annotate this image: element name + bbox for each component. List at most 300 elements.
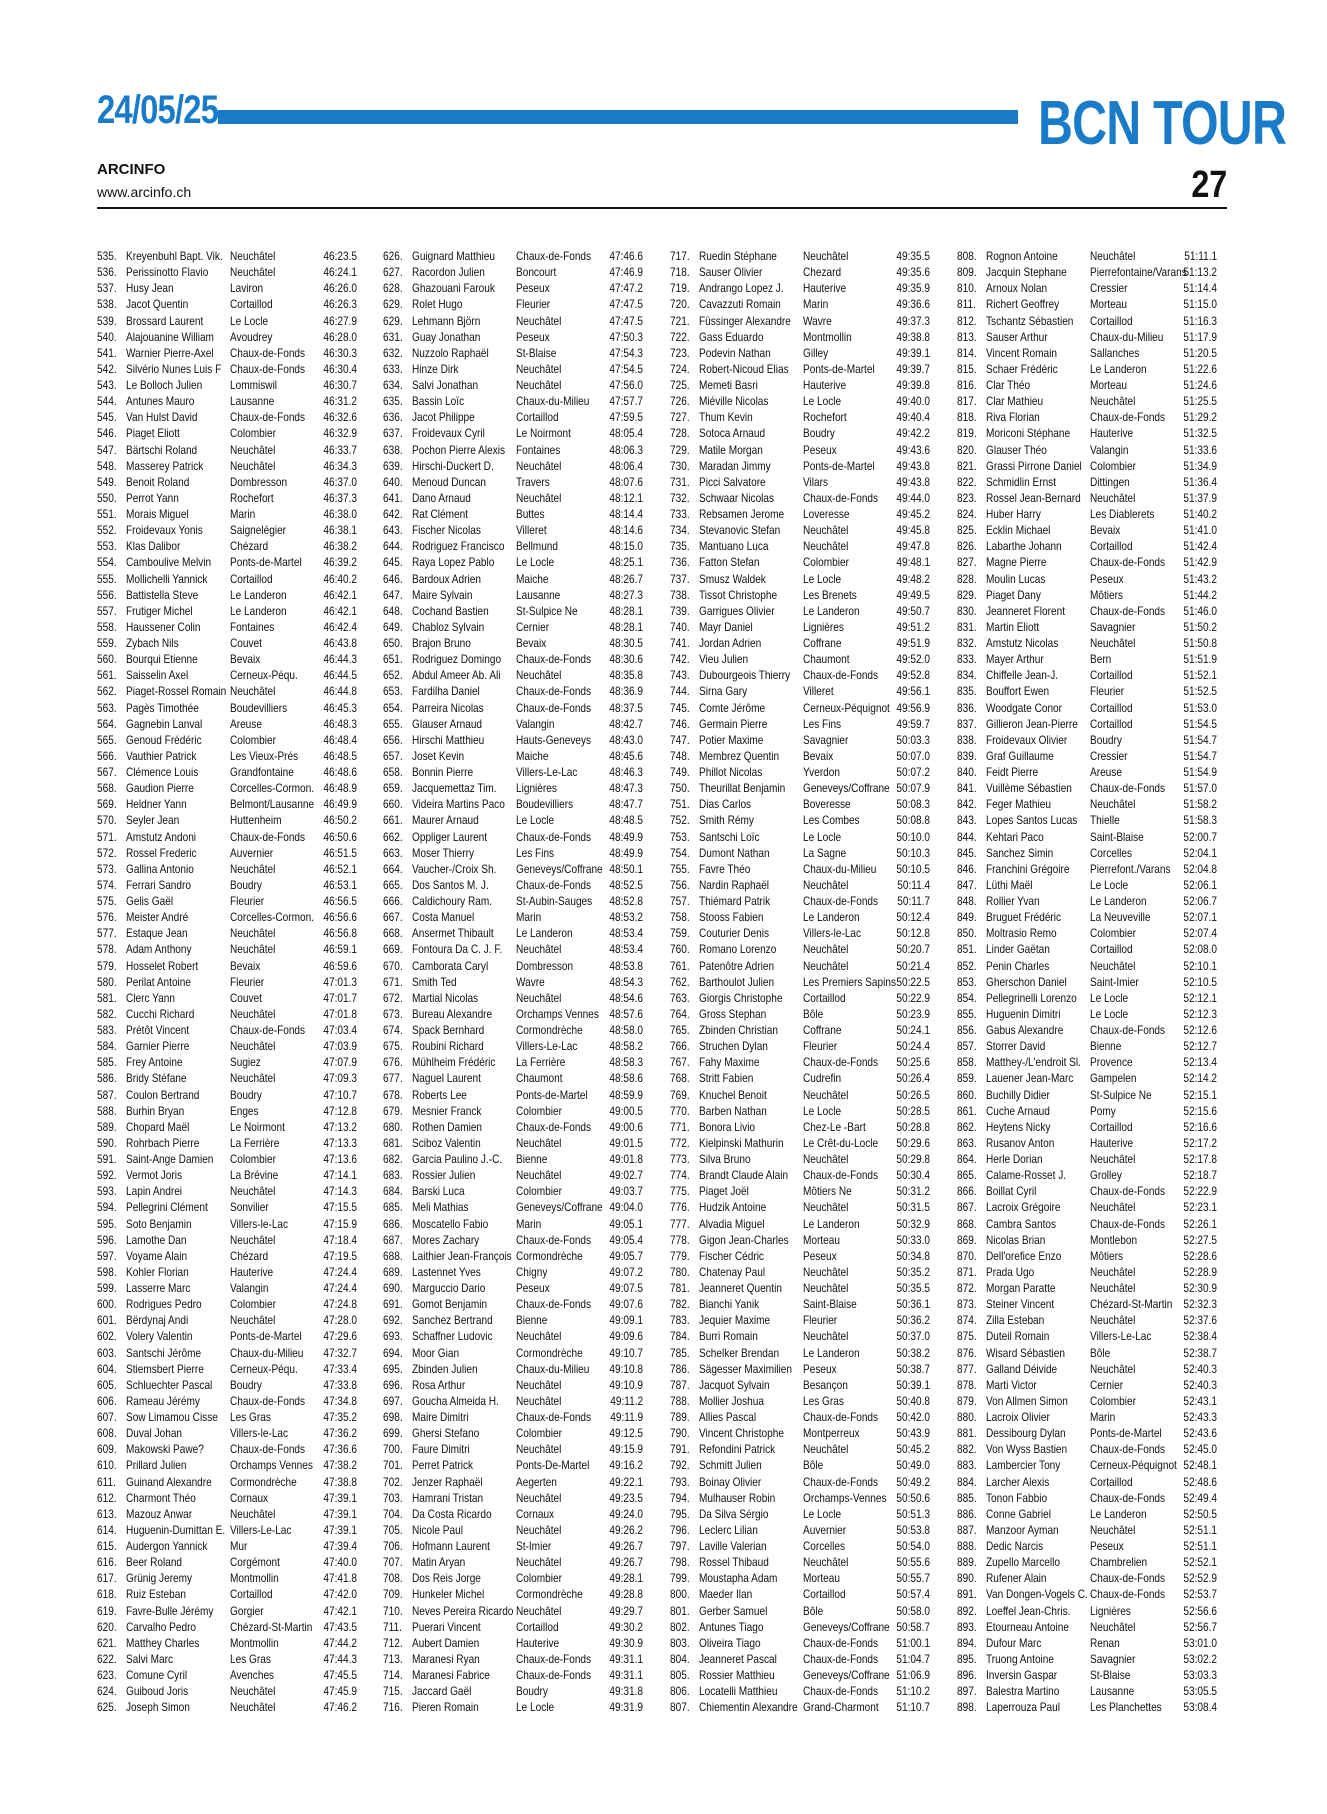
result-time-text: 51:17.9 bbox=[1183, 329, 1217, 344]
result-name bbox=[986, 1199, 1075, 1215]
result-locality-text: Le Landeron bbox=[803, 910, 860, 925]
result-time bbox=[1177, 635, 1217, 651]
result-row bbox=[670, 667, 930, 683]
result-time bbox=[317, 313, 357, 329]
result-rank bbox=[957, 1119, 980, 1135]
result-locality-text: Ponts-de-Martel bbox=[230, 555, 302, 570]
result-name bbox=[986, 603, 1080, 619]
result-rank bbox=[670, 1135, 693, 1151]
result-name-text: Kehtari Paco bbox=[986, 829, 1044, 844]
result-name bbox=[699, 732, 776, 748]
result-name bbox=[699, 1248, 776, 1264]
result-name bbox=[126, 1006, 207, 1022]
result-time-text: 48:42.7 bbox=[609, 716, 643, 731]
result-time-text: 46:45.3 bbox=[323, 700, 357, 715]
result-locality bbox=[803, 1054, 892, 1070]
result-locality bbox=[230, 812, 291, 828]
result-rank-text: 602. bbox=[97, 1329, 117, 1344]
result-rank bbox=[97, 1409, 120, 1425]
result-rank-text: 623. bbox=[97, 1668, 117, 1682]
result-name bbox=[986, 780, 1088, 796]
result-locality bbox=[1090, 442, 1136, 458]
result-name-text: Rameau Jérémy bbox=[126, 1393, 200, 1408]
result-name-text: Cavazzuti Romain bbox=[699, 297, 781, 312]
result-time-text: 50:22.9 bbox=[896, 990, 930, 1005]
result-time bbox=[1177, 554, 1217, 570]
result-time-text: 51:50.2 bbox=[1183, 619, 1217, 634]
result-name bbox=[412, 941, 519, 957]
result-name bbox=[412, 603, 503, 619]
result-locality-text: Hauterive bbox=[516, 1635, 560, 1650]
result-name-text: Schluechter Pascal bbox=[126, 1377, 213, 1392]
result-rank bbox=[957, 329, 980, 345]
result-locality-text: Provence bbox=[1090, 1055, 1133, 1070]
result-time-text: 49:07.2 bbox=[609, 1264, 643, 1279]
result-time bbox=[1177, 1280, 1217, 1296]
result-time bbox=[604, 1393, 643, 1409]
result-locality bbox=[516, 619, 555, 635]
result-time bbox=[603, 329, 643, 345]
result-time-text: 48:07.6 bbox=[609, 474, 643, 489]
result-name-text: Kielpinski Mathurin bbox=[699, 1135, 784, 1150]
result-locality bbox=[230, 1651, 279, 1667]
result-rank-text: 651. bbox=[383, 652, 403, 667]
result-time bbox=[603, 1103, 643, 1119]
result-name-text: Mühlheim Frédéric bbox=[412, 1055, 496, 1070]
result-time-text: 48:43.0 bbox=[609, 732, 643, 747]
result-row bbox=[670, 716, 930, 732]
result-locality-text: Neuchâtel bbox=[803, 1264, 849, 1279]
result-name-text: Clar Mathieu bbox=[986, 394, 1044, 409]
result-rank bbox=[383, 571, 406, 587]
result-locality-text: Hauterive bbox=[1090, 426, 1134, 441]
result-rank bbox=[957, 1022, 980, 1038]
result-name-text: Potier Maxime bbox=[699, 732, 764, 747]
result-time-text: 52:27.5 bbox=[1183, 1232, 1217, 1247]
result-locality-text: Le Noirmont bbox=[230, 1119, 285, 1134]
result-locality-text: Morteau bbox=[803, 1571, 840, 1586]
result-locality-text: Bern bbox=[1090, 652, 1112, 667]
result-rank-text: 861. bbox=[957, 1103, 977, 1118]
result-name bbox=[986, 1457, 1075, 1473]
result-time-text: 49:24.0 bbox=[609, 1506, 643, 1521]
result-time-text: 49:44.0 bbox=[896, 490, 930, 505]
result-locality bbox=[516, 1361, 603, 1377]
result-rank bbox=[383, 764, 406, 780]
result-time-text: 50:23.9 bbox=[896, 1006, 930, 1021]
result-time bbox=[603, 1232, 643, 1248]
result-name bbox=[412, 861, 512, 877]
result-rank-text: 707. bbox=[383, 1555, 403, 1570]
result-row bbox=[957, 1135, 1217, 1151]
result-row bbox=[383, 651, 643, 667]
result-rank-text: 705. bbox=[383, 1522, 403, 1537]
header-accent-bar bbox=[218, 110, 1018, 124]
result-name bbox=[126, 732, 216, 748]
result-row bbox=[957, 1103, 1217, 1119]
result-rank bbox=[383, 845, 406, 861]
result-time bbox=[317, 329, 357, 345]
result-rank bbox=[670, 1651, 693, 1667]
result-row bbox=[670, 1248, 930, 1264]
result-name bbox=[126, 1651, 182, 1667]
result-locality-text: Cortaillod bbox=[230, 297, 273, 312]
result-time bbox=[1177, 329, 1217, 345]
result-locality-text: Cormondrèche bbox=[516, 1248, 583, 1263]
result-time bbox=[890, 861, 930, 877]
result-time bbox=[603, 1248, 643, 1264]
result-time bbox=[317, 264, 357, 280]
result-row bbox=[97, 345, 357, 361]
result-row bbox=[670, 1651, 930, 1667]
result-time bbox=[890, 506, 930, 522]
result-name bbox=[126, 1377, 229, 1393]
result-time-text: 51:33.6 bbox=[1183, 442, 1217, 457]
result-name bbox=[412, 296, 472, 312]
result-locality-text: Geneveys/Coffrane bbox=[803, 1668, 890, 1682]
result-name-text: Prada Ugo bbox=[986, 1264, 1035, 1279]
result-locality-text: Cormondrèche bbox=[230, 1474, 297, 1489]
result-rank bbox=[670, 1022, 693, 1038]
result-locality bbox=[803, 861, 890, 877]
result-time-text: 47:54.5 bbox=[609, 361, 643, 376]
result-time bbox=[603, 845, 643, 861]
result-time-text: 48:58.2 bbox=[609, 1039, 643, 1054]
result-time-text: 50:45.2 bbox=[896, 1442, 930, 1457]
result-locality bbox=[516, 909, 546, 925]
result-rank bbox=[97, 1441, 120, 1457]
result-row bbox=[383, 1038, 643, 1054]
result-rank bbox=[957, 974, 980, 990]
result-time-text: 49:04.0 bbox=[609, 1200, 643, 1215]
result-rank-text: 837. bbox=[957, 716, 977, 731]
result-locality bbox=[1090, 1538, 1130, 1554]
result-time bbox=[890, 1361, 930, 1377]
result-locality-text: Wavre bbox=[803, 313, 832, 328]
result-rank-text: 559. bbox=[97, 636, 117, 650]
result-rank bbox=[97, 296, 120, 312]
result-rank bbox=[957, 796, 980, 812]
result-locality bbox=[230, 974, 271, 990]
result-name-text: Franchini Grégoire bbox=[986, 861, 1070, 876]
result-time bbox=[1177, 1667, 1217, 1683]
result-name bbox=[412, 925, 509, 941]
result-rank bbox=[957, 990, 980, 1006]
result-rank-text: 648. bbox=[383, 603, 403, 618]
result-time bbox=[603, 1151, 643, 1167]
result-time-text: 49:00.6 bbox=[609, 1119, 643, 1134]
result-name-text: Vermot Joris bbox=[126, 1168, 183, 1183]
result-locality-text: Coffrane bbox=[803, 636, 842, 650]
result-time-text: 49:35.6 bbox=[896, 265, 930, 280]
result-name-text: Soto Benjamin bbox=[126, 1216, 192, 1231]
result-rank bbox=[957, 1135, 980, 1151]
result-name bbox=[699, 1457, 774, 1473]
result-name-text: Mesnier Franck bbox=[412, 1103, 482, 1118]
result-locality bbox=[230, 1183, 284, 1199]
result-row bbox=[670, 1328, 930, 1344]
result-name-text: Vieu Julien bbox=[699, 652, 749, 667]
result-name bbox=[986, 1006, 1075, 1022]
result-name-text: Dessibourg Dylan bbox=[986, 1426, 1066, 1441]
result-time bbox=[1177, 1361, 1217, 1377]
result-rank-text: 535. bbox=[97, 249, 117, 263]
result-locality-text: Fleurier bbox=[230, 974, 265, 989]
result-locality-text: Cortaillod bbox=[516, 1619, 559, 1634]
result-rank-text: 641. bbox=[383, 490, 403, 505]
result-rank bbox=[670, 990, 693, 1006]
result-name bbox=[986, 1264, 1043, 1280]
result-time bbox=[603, 458, 643, 474]
result-locality bbox=[1090, 651, 1115, 667]
result-rank-text: 765. bbox=[670, 1023, 690, 1037]
result-rank bbox=[670, 700, 693, 716]
result-time-text: 52:04.8 bbox=[1183, 861, 1217, 876]
result-rank bbox=[670, 393, 693, 409]
result-rank-text: 567. bbox=[97, 765, 117, 779]
result-rank bbox=[957, 361, 980, 377]
result-name bbox=[986, 409, 1050, 425]
result-row bbox=[957, 1619, 1217, 1635]
result-row bbox=[97, 1474, 357, 1490]
result-locality bbox=[230, 667, 311, 683]
result-rank-text: 616. bbox=[97, 1555, 117, 1570]
result-locality bbox=[230, 1216, 299, 1232]
result-time-text: 46:30.4 bbox=[323, 361, 357, 376]
result-locality-text: Neuchâtel bbox=[1090, 797, 1136, 812]
result-time bbox=[603, 442, 643, 458]
result-time bbox=[890, 619, 930, 635]
result-time bbox=[603, 974, 643, 990]
result-time bbox=[1177, 1345, 1217, 1361]
result-time bbox=[603, 1183, 643, 1199]
result-rank bbox=[383, 829, 406, 845]
result-rank-text: 723. bbox=[670, 345, 690, 360]
result-rank-text: 617. bbox=[97, 1571, 117, 1586]
result-rank-text: 772. bbox=[670, 1135, 690, 1150]
result-rank bbox=[383, 1409, 406, 1425]
result-locality bbox=[1090, 1135, 1141, 1151]
result-row bbox=[670, 425, 930, 441]
result-locality-text: Colombier bbox=[1090, 926, 1136, 941]
result-locality bbox=[230, 1038, 284, 1054]
result-locality-text: Cortaillod bbox=[1090, 700, 1133, 715]
result-row bbox=[670, 1667, 930, 1683]
result-name bbox=[699, 893, 784, 909]
result-locality bbox=[230, 829, 319, 845]
result-row bbox=[383, 1441, 643, 1457]
result-name-text: Hinze Dirk bbox=[412, 361, 459, 376]
result-time-text: 49:39.1 bbox=[896, 345, 930, 360]
result-time bbox=[890, 264, 930, 280]
result-row bbox=[957, 845, 1217, 861]
result-time bbox=[890, 1683, 930, 1699]
result-locality bbox=[230, 1345, 317, 1361]
result-name bbox=[412, 1312, 508, 1328]
result-row bbox=[97, 1570, 357, 1586]
result-locality bbox=[516, 1151, 553, 1167]
result-row bbox=[383, 1538, 643, 1554]
result-locality-text: Valangin bbox=[1090, 442, 1129, 457]
result-row bbox=[670, 683, 930, 699]
result-rank bbox=[97, 1393, 120, 1409]
result-row bbox=[957, 1393, 1217, 1409]
result-name bbox=[699, 1070, 764, 1086]
result-name bbox=[986, 1345, 1080, 1361]
result-row bbox=[670, 393, 930, 409]
result-locality-text: Laviron bbox=[230, 281, 264, 296]
result-rank-text: 858. bbox=[957, 1055, 977, 1070]
result-row bbox=[670, 1135, 930, 1151]
result-time-text: 52:48.1 bbox=[1183, 1458, 1217, 1473]
result-time bbox=[603, 1538, 643, 1554]
result-rank-text: 890. bbox=[957, 1571, 977, 1586]
result-time bbox=[890, 1232, 930, 1248]
result-rank-text: 749. bbox=[670, 765, 690, 779]
result-name-text: Maradan Jimmy bbox=[699, 458, 771, 473]
result-rank bbox=[97, 1425, 120, 1441]
result-rank bbox=[670, 1393, 693, 1409]
result-locality-text: Grand-Charmont bbox=[803, 1700, 879, 1715]
result-rank bbox=[383, 1490, 406, 1506]
result-time-text: 47:28.0 bbox=[323, 1313, 357, 1328]
result-locality bbox=[516, 1457, 603, 1473]
result-row bbox=[97, 829, 357, 845]
result-rank-text: 801. bbox=[670, 1603, 690, 1618]
result-name bbox=[986, 1183, 1046, 1199]
result-rank-text: 744. bbox=[670, 684, 690, 699]
result-locality bbox=[516, 877, 605, 893]
result-name-text: Silvério Nunes Luis F bbox=[126, 361, 222, 376]
result-time-text: 47:03.4 bbox=[323, 1023, 357, 1037]
result-name-text: Rossier Matthieu bbox=[699, 1668, 775, 1682]
result-locality-text: Corcelles-Cormon. bbox=[230, 781, 315, 796]
result-rank bbox=[957, 522, 980, 538]
result-locality-text: Boudevilliers bbox=[516, 797, 574, 812]
result-row bbox=[957, 1167, 1217, 1183]
result-locality-text: Chézard-St-Martin bbox=[230, 1619, 313, 1634]
result-row bbox=[957, 571, 1217, 587]
result-rank-text: 854. bbox=[957, 990, 977, 1005]
result-rank bbox=[97, 329, 120, 345]
result-time bbox=[317, 442, 357, 458]
result-rank-text: 851. bbox=[957, 942, 977, 957]
result-rank bbox=[97, 732, 120, 748]
result-rank bbox=[383, 1022, 406, 1038]
result-name bbox=[699, 1312, 784, 1328]
result-name-text: Richert Geoffrey bbox=[986, 297, 1060, 312]
result-locality-text: Boudry bbox=[803, 426, 835, 441]
result-locality bbox=[1090, 700, 1141, 716]
result-name-text: Hirschi Matthieu bbox=[412, 732, 485, 747]
result-time-text: 47:32.7 bbox=[323, 1345, 357, 1360]
result-rank bbox=[383, 1619, 405, 1635]
result-name bbox=[699, 458, 784, 474]
publication-url[interactable]: www.arcinfo.ch bbox=[97, 184, 192, 200]
result-row bbox=[670, 409, 930, 425]
result-locality bbox=[803, 329, 861, 345]
result-locality bbox=[803, 248, 857, 264]
result-rank-text: 678. bbox=[383, 1087, 403, 1102]
result-time-text: 48:14.4 bbox=[609, 507, 643, 521]
result-rank-text: 800. bbox=[670, 1587, 690, 1602]
result-time bbox=[317, 974, 357, 990]
result-row bbox=[957, 716, 1217, 732]
result-locality bbox=[516, 748, 555, 764]
result-locality bbox=[230, 409, 319, 425]
result-rank-text: 835. bbox=[957, 684, 977, 699]
result-rank bbox=[957, 764, 980, 780]
result-locality-text: Chaux-de-Fonds bbox=[803, 894, 879, 908]
result-rank-text: 727. bbox=[670, 410, 690, 425]
result-locality bbox=[803, 280, 854, 296]
result-locality bbox=[803, 683, 839, 699]
result-locality bbox=[1090, 1054, 1141, 1070]
result-time-text: 52:48.6 bbox=[1183, 1474, 1217, 1489]
result-row bbox=[97, 1328, 357, 1344]
result-row bbox=[383, 1522, 643, 1538]
result-locality bbox=[1090, 1087, 1163, 1103]
result-rank-text: 757. bbox=[670, 894, 690, 908]
result-locality-text: Savagnier bbox=[1090, 619, 1136, 634]
result-name-text: Picci Salvatore bbox=[699, 474, 766, 489]
result-time bbox=[1177, 1216, 1217, 1232]
result-locality-text: Fleurier bbox=[803, 1039, 838, 1054]
result-name bbox=[699, 1135, 800, 1151]
result-rank bbox=[670, 1183, 693, 1199]
result-time-text: 50:33.0 bbox=[896, 1232, 930, 1247]
result-row bbox=[670, 974, 930, 990]
result-locality bbox=[230, 442, 284, 458]
result-locality bbox=[516, 1006, 615, 1022]
result-rank bbox=[97, 941, 120, 957]
result-locality-text: Les Brenets bbox=[803, 587, 857, 602]
result-name-text: Comune Cyril bbox=[126, 1668, 188, 1682]
result-rank bbox=[97, 393, 120, 409]
result-rank-text: 624. bbox=[97, 1684, 117, 1699]
result-rank bbox=[97, 1312, 120, 1328]
result-rank bbox=[957, 1441, 980, 1457]
result-locality-text: Wavre bbox=[516, 974, 545, 989]
result-name bbox=[412, 1683, 483, 1699]
result-row bbox=[383, 1490, 643, 1506]
result-time-text: 51:13.2 bbox=[1183, 265, 1217, 280]
result-locality bbox=[230, 1586, 281, 1602]
result-name bbox=[126, 893, 182, 909]
result-time bbox=[317, 1490, 357, 1506]
result-locality-text: Chaux-de-Fonds bbox=[516, 1668, 592, 1682]
result-time-text: 47:01.3 bbox=[323, 974, 357, 989]
result-rank-text: 752. bbox=[670, 813, 690, 828]
result-locality-text: Fleurier bbox=[1090, 684, 1125, 699]
result-time-text: 52:56.7 bbox=[1183, 1619, 1217, 1634]
result-locality bbox=[803, 538, 857, 554]
result-rank bbox=[670, 861, 693, 877]
result-name-text: Dos Santos M. J. bbox=[412, 877, 489, 892]
result-locality bbox=[803, 1248, 843, 1264]
result-time bbox=[1177, 1586, 1217, 1602]
result-name-text: Füssinger Alexandre bbox=[699, 313, 791, 328]
result-time bbox=[890, 313, 930, 329]
result-time bbox=[890, 1635, 930, 1651]
result-locality bbox=[230, 1522, 303, 1538]
result-locality bbox=[803, 1361, 843, 1377]
result-locality-text: Neuchâtel bbox=[230, 1071, 276, 1086]
result-name-text: Nardin Raphaël bbox=[699, 877, 770, 892]
result-row bbox=[957, 780, 1217, 796]
result-time-text: 47:19.5 bbox=[323, 1248, 357, 1263]
result-rank bbox=[957, 1296, 980, 1312]
